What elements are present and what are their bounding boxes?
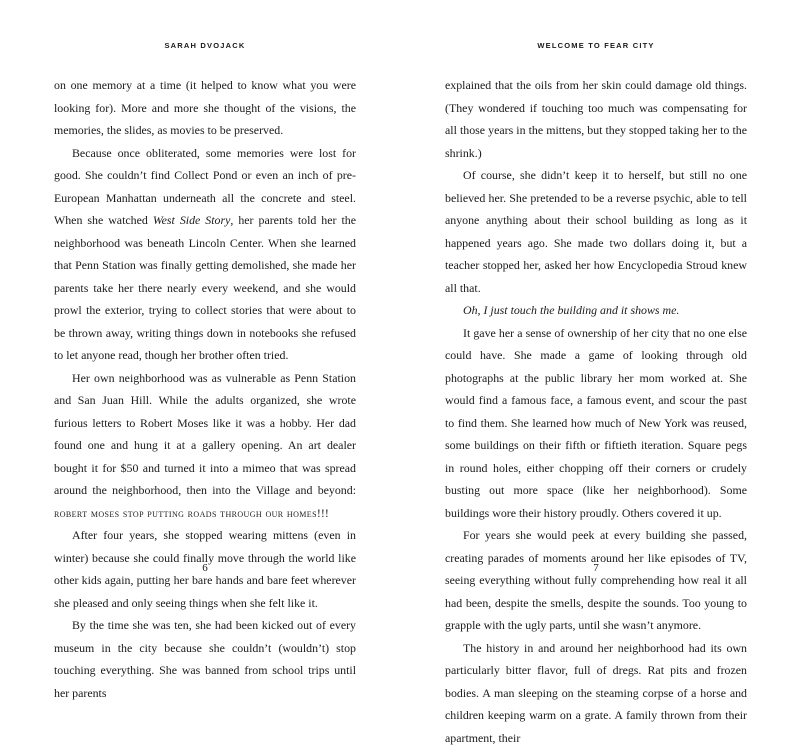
right-page [445,0,747,600]
right-page-body [445,74,747,749]
small-caps-slogan: robert moses stop putting roads through our homes [54,506,317,520]
paragraph: The history in and around her neighborhood had its own particularly bitter flavor, full of dregs. Rat pits and frozen bodies. A man sleeping on the steaming corpse of a horse and children keeping warm on a grate. A family thrown from their apartment, their [445,637,747,749]
text-run: , her parents told her the neighborhood was beneath Lincoln Center. When she learned that Penn Station was finally getting demolished, she made her parents take her there nearly every weekend, and she would prowl the exterior, trying to collect stories that were about to be thrown away, writing things down in notebooks she refused to let anyone read, though her brother often tried. [54,213,356,362]
left-page [54,0,356,600]
text-run: !!! [317,506,329,520]
running-head-author: SARAH DVOJACK [54,41,356,50]
italic-quote: Oh, I just touch the building and it shows me. [463,303,679,317]
text-run: Her own neighborhood was as vulnerable as Penn Station and San Juan Hill. While the adults organized, she wrote furious letters to Robert Moses like it was a hobby. Her dad found one and hung it at a gallery opening. An art dealer bought it for $50 and turned it into a mimeo that was spread around the neighborhood, then into the Village and beyond: [54,371,356,498]
text-run: Because once obliterated, some memories were lost for good. She couldn’t find Collect Pond or even an inch of pre-European Manhattan underneath all the concrete and steel. When she watched [54,146,356,228]
paragraph: It gave her a sense of ownership of her city that no one else could have. She made a game of looking through old photographs at the public library her mom worked at. She would find a famous face, a famous event, and scour the past to find them. She learned how much of New York was reused, some buildings on their fifth or fiftieth iteration. Square pegs in round holes, either chopping off their corners or crudely busting out more space (like her neighborhood). Some buildings wore their history proudly. Others covered it up. [445,322,747,525]
left-page-body [54,74,356,704]
paragraph [54,142,356,367]
paragraph: on one memory at a time (it helped to know what you were looking for). More and more she thought of the visions, the memories, the slides, as movies to be preserved. [54,74,356,142]
paragraph [445,299,747,322]
paragraph: After four years, she stopped wearing mittens (even in winter) because she could finally move through the world like other kids again, putting her bare hands and bare feet wherever she pleased and only seeing things when she felt like it. [54,524,356,614]
paragraph: Of course, she didn’t keep it to herself, but still no one believed her. She pretended to be a reverse psychic, able to tell anyone anything about their school building as long as it happened years ago. She made two dollars doing it, but a teacher stopped her, asked her how Encyclopedia Stroud knew all that. [445,164,747,299]
page-number-left: 6 [54,562,356,574]
page-number-right: 7 [445,562,747,574]
film-title: West Side Story [153,213,231,227]
paragraph [54,367,356,525]
paragraph: For years she would peek at every building she passed, creating parades of moments around her like episodes of TV, seeing everything without fully comprehending how real it all had been, despite the smells, despite the sounds. Too young to grapple with the ugly parts, until she wasn’t anymore. [445,524,747,637]
paragraph: By the time she was ten, she had been kicked out of every museum in the city because she couldn’t (wouldn’t) stop touching everything. She was banned from school trips until her parents [54,614,356,704]
paragraph: explained that the oils from her skin could damage old things. (They wondered if touching too much was compensating for all those years in the mittens, but they stopped taking her to the shrink.) [445,74,747,164]
running-head-title: WELCOME TO FEAR CITY [445,41,747,50]
